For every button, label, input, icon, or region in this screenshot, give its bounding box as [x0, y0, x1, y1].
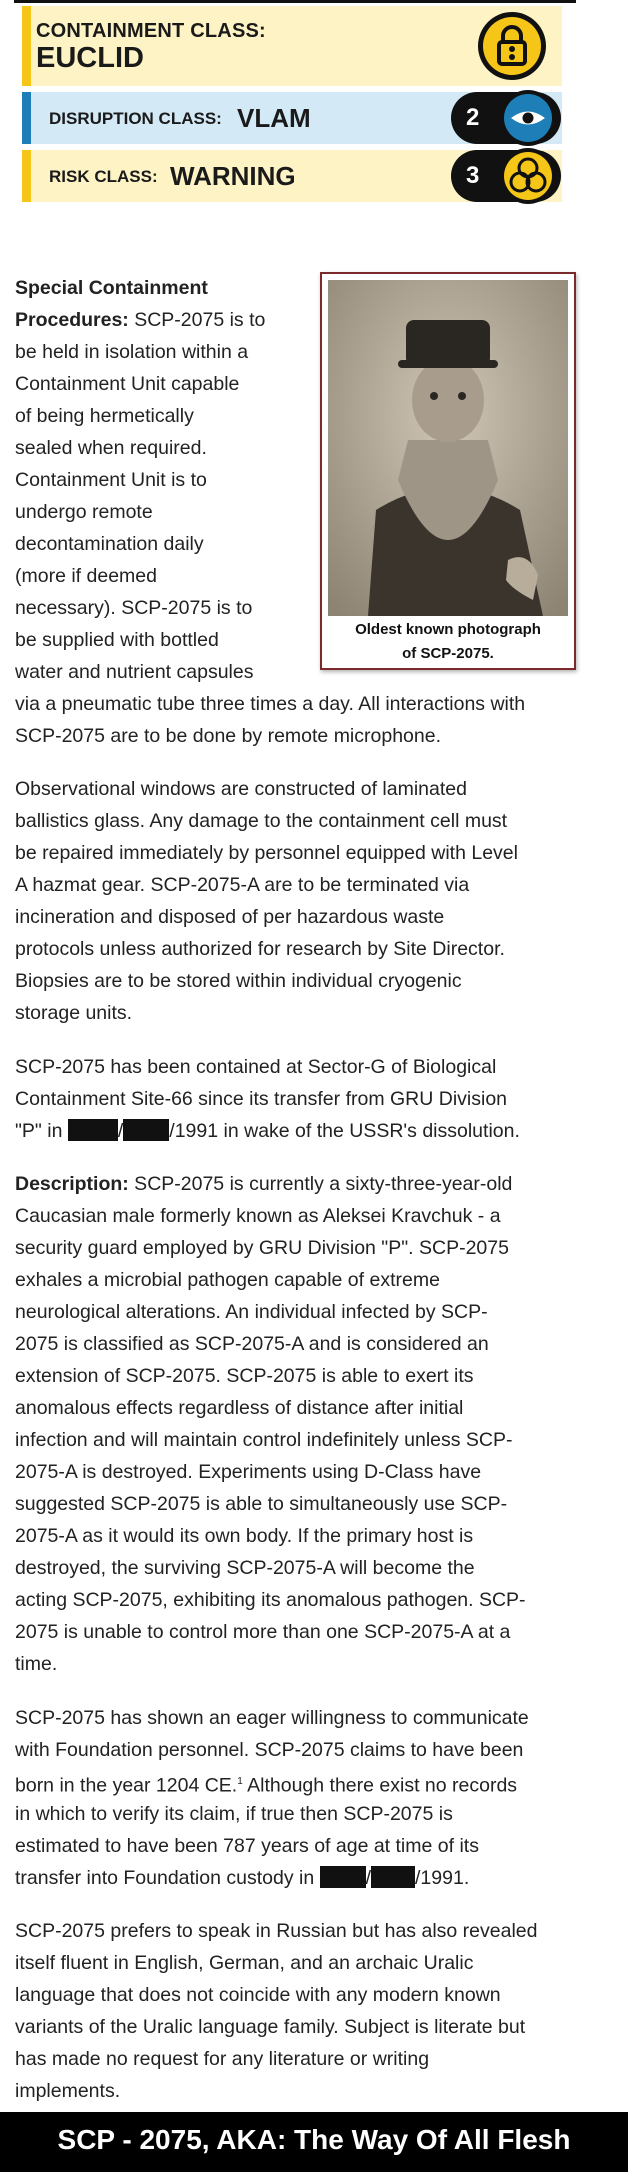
- footnote-marker[interactable]: 1: [237, 1776, 243, 1787]
- text-line: suggested SCP-2075 is able to simultaneously use SCP-: [15, 1493, 508, 1515]
- procedures-heading: Procedures:: [15, 309, 129, 331]
- text-line: has made no request for any literature or writing: [15, 2048, 430, 2070]
- text-line: implements.: [15, 2080, 121, 2102]
- containment-class-label: CONTAINMENT CLASS:: [36, 20, 266, 42]
- text-line: Caucasian male formerly known as Aleksei Kravchuk - a: [15, 1205, 501, 1227]
- text-line: anomalous effects regardless of distance after initial: [15, 1397, 464, 1419]
- text-line: 2075-A is destroyed. Experiments using D-Class have: [15, 1461, 482, 1483]
- text-line: Biopsies are to be stored within individual cryogenic: [15, 970, 462, 992]
- text-line: via a pneumatic tube three times a day. All interactions with: [15, 693, 526, 715]
- text-line: decontamination daily: [15, 533, 204, 555]
- disruption-level-number: 2: [466, 104, 480, 131]
- photo-caption: [328, 618, 568, 666]
- footer-title: SCP - 2075, AKA: The Way Of All Flesh: [57, 2124, 571, 2155]
- text-line: water and nutrient capsules: [15, 661, 254, 683]
- text-line: security guard employed by GRU Division "P". SCP-2075: [15, 1237, 509, 1259]
- text-line: 2075 is classified as SCP-2075-A and is considered an: [15, 1333, 489, 1355]
- text-line: with Foundation personnel. SCP-2075 claims to have been: [15, 1739, 524, 1761]
- text-line: estimated to have been 787 years of age at time of its: [15, 1835, 479, 1857]
- text-span: SCP-2075 is currently a sixty-three-year-old: [128, 1173, 513, 1195]
- text-line: protocols unless authorized for research by Site Director.: [15, 938, 505, 960]
- text-span: /1991 in wake of the USSR's dissolution.: [169, 1120, 520, 1142]
- disruption-class-value: VLAM: [237, 103, 311, 133]
- text-line: in which to verify its claim, if true then SCP-2075 is: [15, 1803, 453, 1825]
- text-line: Containment Unit capable: [15, 373, 240, 395]
- banner-accent-bar: [22, 6, 31, 86]
- lock-icon: [476, 10, 548, 82]
- text-line: time.: [15, 1653, 58, 1675]
- text-span: SCP-2075 is to: [128, 309, 266, 331]
- redaction-bar: [123, 1119, 169, 1141]
- text-line: (more if deemed: [15, 565, 157, 587]
- disruption-class-label: DISRUPTION CLASS:: [49, 109, 222, 128]
- text-line: 2075 is unable to control more than one SCP-2075-A at a: [15, 1621, 511, 1643]
- text-line: ballistics glass. Any damage to the containment cell must: [15, 810, 508, 832]
- banner-accent-bar: [22, 92, 31, 144]
- text-line: [15, 1766, 517, 1802]
- redaction-bar: [68, 1119, 118, 1141]
- description-heading: Description:: [15, 1173, 129, 1195]
- text-line: Observational windows are constructed of laminated: [15, 778, 467, 800]
- text-line: extension of SCP-2075. SCP-2075 is able to exert its: [15, 1365, 474, 1387]
- text-line: [15, 1862, 469, 1894]
- text-line: incineration and disposed of per hazardous waste: [15, 906, 445, 928]
- banner-accent-bar: [22, 150, 31, 202]
- text-line: [15, 1115, 520, 1147]
- text-line: be held in isolation within a: [15, 341, 249, 363]
- text-line: sealed when required.: [15, 437, 207, 459]
- footer-title-bar: [0, 2112, 628, 2172]
- text-span: Although there exist no records: [242, 1774, 518, 1797]
- text-line: variants of the Uralic language family. Subject is literate but: [15, 2016, 526, 2038]
- text-span: transfer into Foundation custody in: [15, 1867, 320, 1889]
- text-line: SCP-2075 are to be done by remote microphone.: [15, 725, 442, 747]
- text-span: /: [365, 1867, 372, 1889]
- text-line: be supplied with bottled: [15, 629, 219, 651]
- text-line: be repaired immediately by personnel equipped with Level: [15, 842, 518, 864]
- eye-icon: [499, 89, 557, 147]
- text-line: itself fluent in English, German, and an archaic Uralic: [15, 1952, 474, 1974]
- text-line: Containment Site-66 since its transfer from GRU Division: [15, 1088, 508, 1110]
- text-line: undergo remote: [15, 501, 153, 523]
- procedures-heading: Special Containment: [15, 277, 208, 299]
- text-line: A hazmat gear. SCP-2075-A are to be terminated via: [15, 874, 470, 896]
- text-line: [15, 304, 265, 336]
- text-span: born in the year 1204 CE.: [15, 1774, 238, 1797]
- text-span: "P" in: [15, 1120, 68, 1142]
- caption-line: of SCP-2075.: [402, 645, 494, 662]
- photo-figure: [320, 272, 576, 670]
- text-line: neurological alterations. An individual infected by SCP-: [15, 1301, 488, 1323]
- text-line: [15, 1168, 512, 1200]
- top-rule: [14, 0, 576, 3]
- text-line: language that does not coincide with any modern known: [15, 1984, 501, 2006]
- text-line: SCP-2075 prefers to speak in Russian but has also revealed: [15, 1920, 538, 1942]
- text-line: exhales a microbial pathogen capable of extreme: [15, 1269, 440, 1291]
- risk-level-number: 3: [466, 162, 480, 189]
- text-line: 2075-A as it would its own body. If the primary host is: [15, 1525, 474, 1547]
- text-span: /1991.: [415, 1867, 470, 1889]
- redaction-bar: [320, 1866, 366, 1888]
- text-line: necessary). SCP-2075 is to: [15, 597, 253, 619]
- text-line: storage units.: [15, 1002, 133, 1024]
- caption-line: Oldest known photograph: [355, 621, 541, 638]
- text-span: /: [117, 1120, 124, 1142]
- redaction-bar: [371, 1866, 415, 1888]
- text-line: SCP-2075 has shown an eager willingness to communicate: [15, 1707, 529, 1729]
- text-line: acting SCP-2075, exhibiting its anomalous pathogen. SCP-: [15, 1589, 526, 1611]
- text-line: destroyed, the surviving SCP-2075-A will become the: [15, 1557, 475, 1579]
- text-line: of being hermetically: [15, 405, 194, 427]
- risk-class-value: WARNING: [170, 161, 296, 191]
- biohazard-icon: [499, 147, 557, 205]
- photograph: [328, 280, 568, 616]
- containment-class-value: EUCLID: [36, 42, 144, 74]
- text-line: infection and will maintain control indefinitely unless SCP-: [15, 1429, 513, 1451]
- risk-class-label: RISK CLASS:: [49, 167, 158, 186]
- text-line: SCP-2075 has been contained at Sector-G of Biological: [15, 1056, 497, 1078]
- text-line: Containment Unit is to: [15, 469, 207, 491]
